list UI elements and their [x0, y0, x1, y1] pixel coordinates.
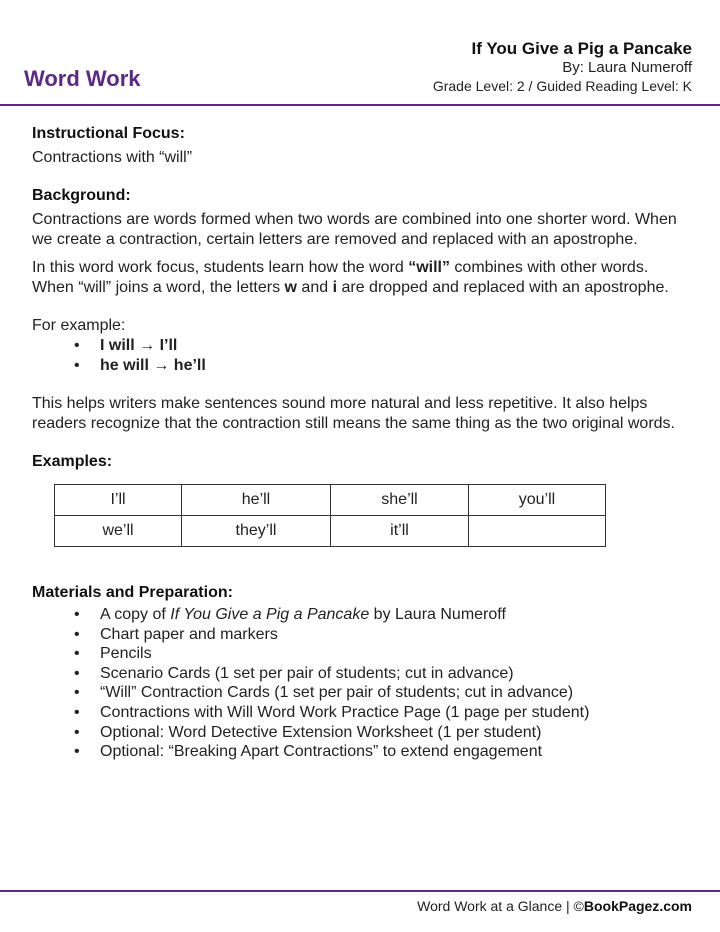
table-cell: she’ll — [331, 485, 469, 516]
table-cell: they’ll — [182, 516, 331, 547]
table-cell — [469, 516, 606, 547]
background-paragraph-2: In this word work focus, students learn how the word “will” combines with other words. When “will” joins a word, the letters w and i are dropped and replaced with an apostrophe. — [32, 259, 669, 296]
table-cell: he’ll — [182, 485, 331, 516]
materials-heading: Materials and Preparation: — [32, 584, 233, 601]
list-item: • Scenario Cards (1 set per pair of students; cut in advance) — [74, 664, 692, 684]
page-section-title: Word Work — [24, 66, 141, 91]
background-paragraph-1: Contractions are words formed when two words are combined into one shorter word. When we create a contraction, certain letters are removed and replaced with an apostrophe. — [32, 211, 677, 248]
brand-link[interactable]: BookPagez.com — [583, 898, 692, 914]
book-author: By: Laura Numeroff — [562, 59, 692, 76]
materials-list — [74, 605, 692, 762]
background-heading: Background: — [32, 187, 131, 204]
header-divider — [0, 104, 720, 106]
grade-level: Grade Level: 2 / Guided Reading Level: K — [432, 78, 692, 94]
table-cell: you’ll — [469, 485, 606, 516]
examples-table — [54, 484, 606, 547]
examples-heading: Examples: — [32, 453, 113, 470]
table-cell: it’ll — [331, 516, 469, 547]
instructional-focus-text: Contractions with “will” — [32, 149, 193, 166]
table-row — [55, 516, 606, 547]
list-item: • he will → he’ll — [74, 356, 692, 376]
footer: Word Work at a Glance | ©BookPagez.com — [417, 898, 692, 914]
list-item: • Chart paper and markers — [74, 625, 692, 645]
book-title: If You Give a Pig a Pancake — [471, 39, 692, 58]
table-row — [55, 485, 606, 516]
list-item: • Optional: “Breaking Apart Contractions” to extend engagement — [74, 742, 692, 762]
list-item: • I will → I’ll — [74, 336, 692, 356]
list-item: • Optional: Word Detective Extension Worksheet (1 per student) — [74, 723, 692, 743]
background-paragraph-3: This helps writers make sentences sound more natural and less repetitive. It also helps readers recognize that the contraction still means the same thing as the two original words. — [32, 395, 675, 432]
example-list — [74, 336, 692, 376]
book-info — [433, 38, 692, 95]
example-intro: For example: — [32, 317, 126, 334]
list-item: • A copy of If You Give a Pig a Pancake by Laura Numeroff — [74, 605, 692, 625]
footer-divider — [0, 890, 720, 892]
main-content — [32, 124, 692, 762]
instructional-focus-heading: Instructional Focus: — [32, 125, 185, 142]
list-item: • Pencils — [74, 644, 692, 664]
list-item: • Contractions with Will Word Work Practice Page (1 page per student) — [74, 703, 692, 723]
table-cell: we’ll — [55, 516, 182, 547]
list-item: • “Will” Contraction Cards (1 set per pair of students; cut in advance) — [74, 683, 692, 703]
table-cell: I’ll — [55, 485, 182, 516]
